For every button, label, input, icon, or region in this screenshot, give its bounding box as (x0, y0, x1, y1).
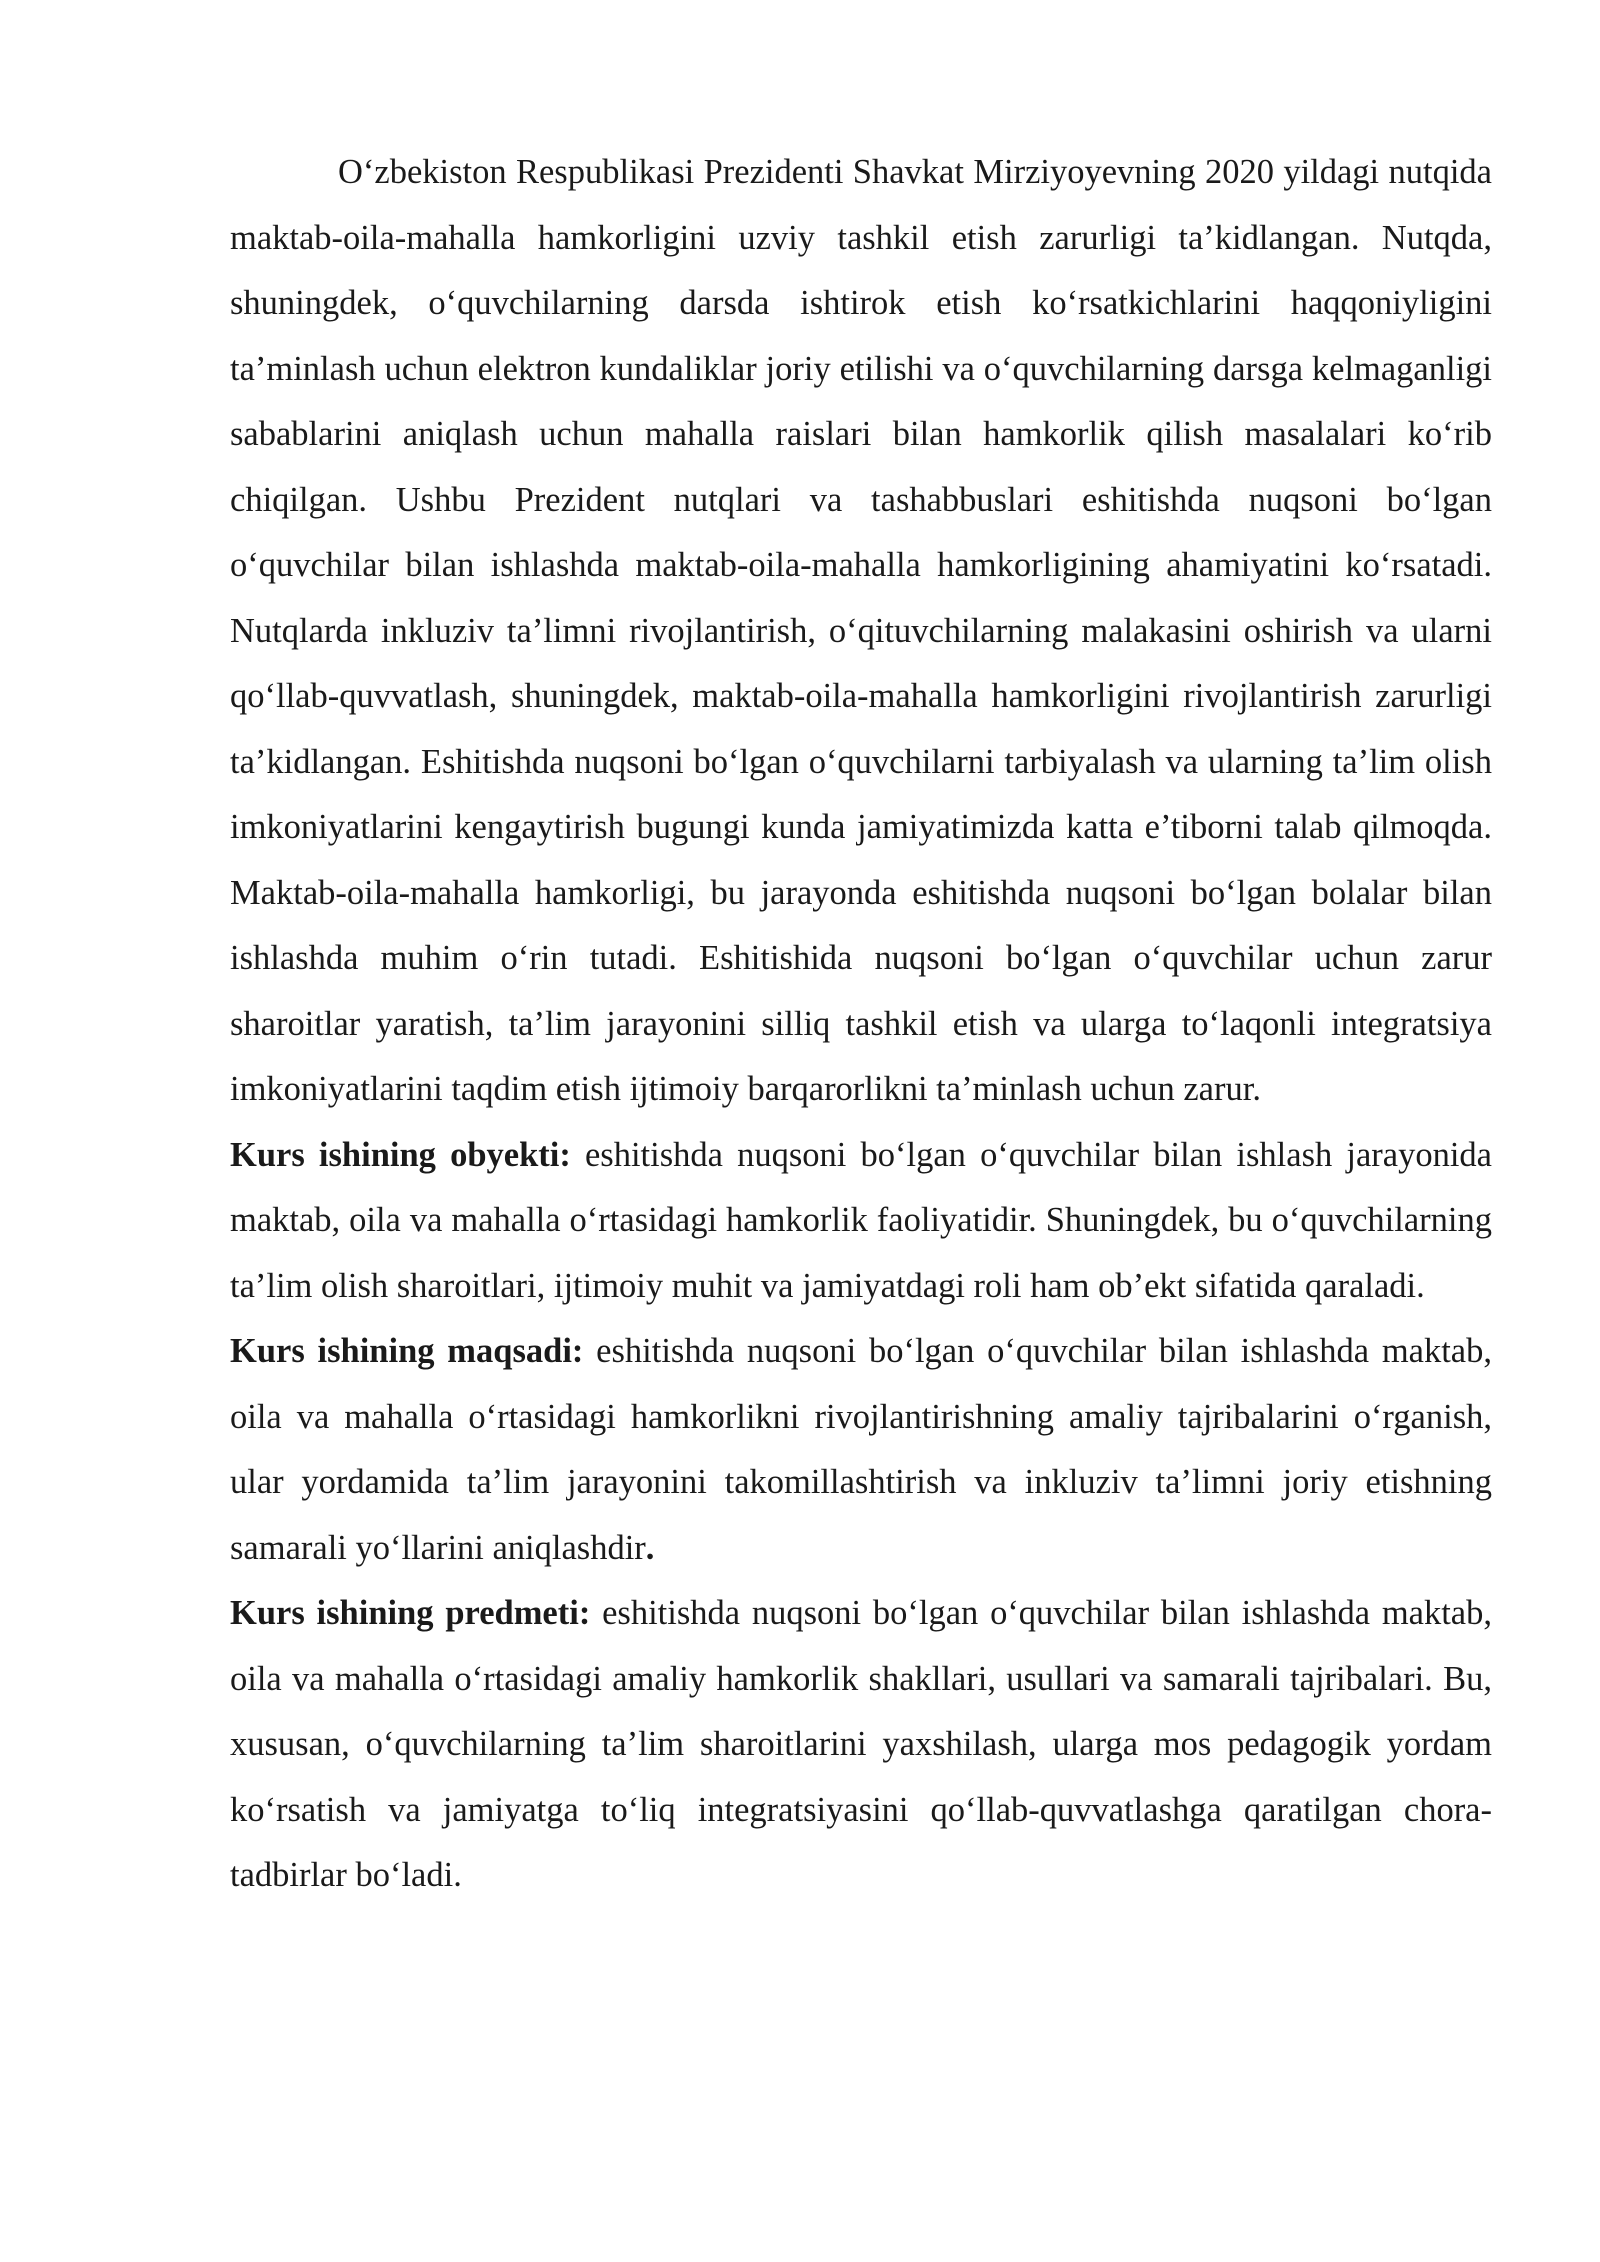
goal-label: Kurs ishining maqsadi: (230, 1332, 584, 1370)
object-label: Kurs ishining obyekti: (230, 1135, 571, 1174)
goal-text: eshitishda nuqsoni bo‘lgan o‘quvchilar bilan ishlashda maktab, oila va mahalla o‘rtasidagi hamkorlikni rivojlantirishning amaliy tajribalarini o‘rganish, ular yordamida ta’lim jarayonini takomillashtirish va inkluziv ta’limni joriy etishning samarali yo‘llarini aniqlashdir (230, 1332, 1492, 1567)
intro-text: O‘zbekiston Respublikasi Prezidenti Shavkat Mirziyoyevning 2020 yildagi nutqida maktab-oila-mahalla hamkorligini uzviy tashkil etish zarurligi ta’kidlangan. Nutqda, shuningdek, o‘quvchilarning darsda ishtirok etish ko‘rsatkichlarini haqqoniyligini ta’minlash uchun elektron kundaliklar joriy etilishi va o‘quvchilarning darsga kelmaganligi sabablarini aniqlash uchun mahalla raislari bilan hamkorlik qilish masalalari ko‘rib chiqilgan. Ushbu Prezident nutqlari va tashabbuslari eshitishda nuqsoni bo‘lgan o‘quvchilar bilan ishlashda maktab-oila-mahalla hamkorligining ahamiyatini ko‘rsatadi. Nutqlarda inkluziv ta’limni rivojlantirish, o‘qituvchilarning malakasini oshirish va ularni qo‘llab-quvvatlash, shuningdek, maktab-oila-mahalla hamkorligini rivojlantirish zarurligi ta’kidlangan. Eshitishda nuqsoni bo‘lgan o‘quvchilarni tarbiyalash va ularning ta’lim olish imkoniyatlarini kengaytirish bugungi kunda jamiyatimizda katta e’tiborni talab qilmoqda. Maktab-oila-mahalla hamkorligi, bu jarayonda eshitishda nuqsoni bo‘lgan bolalar bilan ishlashda muhim o‘rin tutadi. Eshitishida nuqsoni bo‘lgan o‘quvchilar uchun zarur sharoitlar yaratish, ta’lim jarayonini silliq tashkil etish va ularga to‘laqonli integratsiya imkoniyatlarini taqdim etish ijtimoiy barqarorlikni ta’minlash uchun zarur. (230, 153, 1492, 1108)
goal-paragraph (230, 1319, 1492, 1581)
subject-text: eshitishda nuqsoni bo‘lgan o‘quvchilar bilan ishlashda maktab, oila va mahalla o‘rtasidagi amaliy hamkorlik shakllari, usullari va samarali tajribalari. Bu, xususan, o‘quvchilarning ta’lim sharoitlarini yaxshilash, ularga mos pedagogik yordam ko‘rsatish va jamiyatga to‘liq integratsiyasini qo‘llab-quvvatlashga qaratilgan chora-tadbirlar bo‘ladi. (230, 1594, 1492, 1894)
goal-end-period: . (645, 1528, 655, 1567)
subject-label: Kurs ishining predmeti: (230, 1594, 591, 1632)
intro-paragraph (230, 140, 1492, 1123)
document-body (230, 140, 1492, 1909)
object-paragraph (230, 1123, 1492, 1320)
object-text: eshitishda nuqsoni bo‘lgan o‘quvchilar bilan ishlash jarayonida maktab, oila va mahalla o‘rtasidagi hamkorlik faoliyatidir. Shuningdek, bu o‘quvchilarning ta’lim olish sharoitlari, ijtimoiy muhit va jamiyatdagi roli ham ob’ekt sifatida qaraladi. (230, 1135, 1492, 1305)
subject-paragraph (230, 1581, 1492, 1909)
